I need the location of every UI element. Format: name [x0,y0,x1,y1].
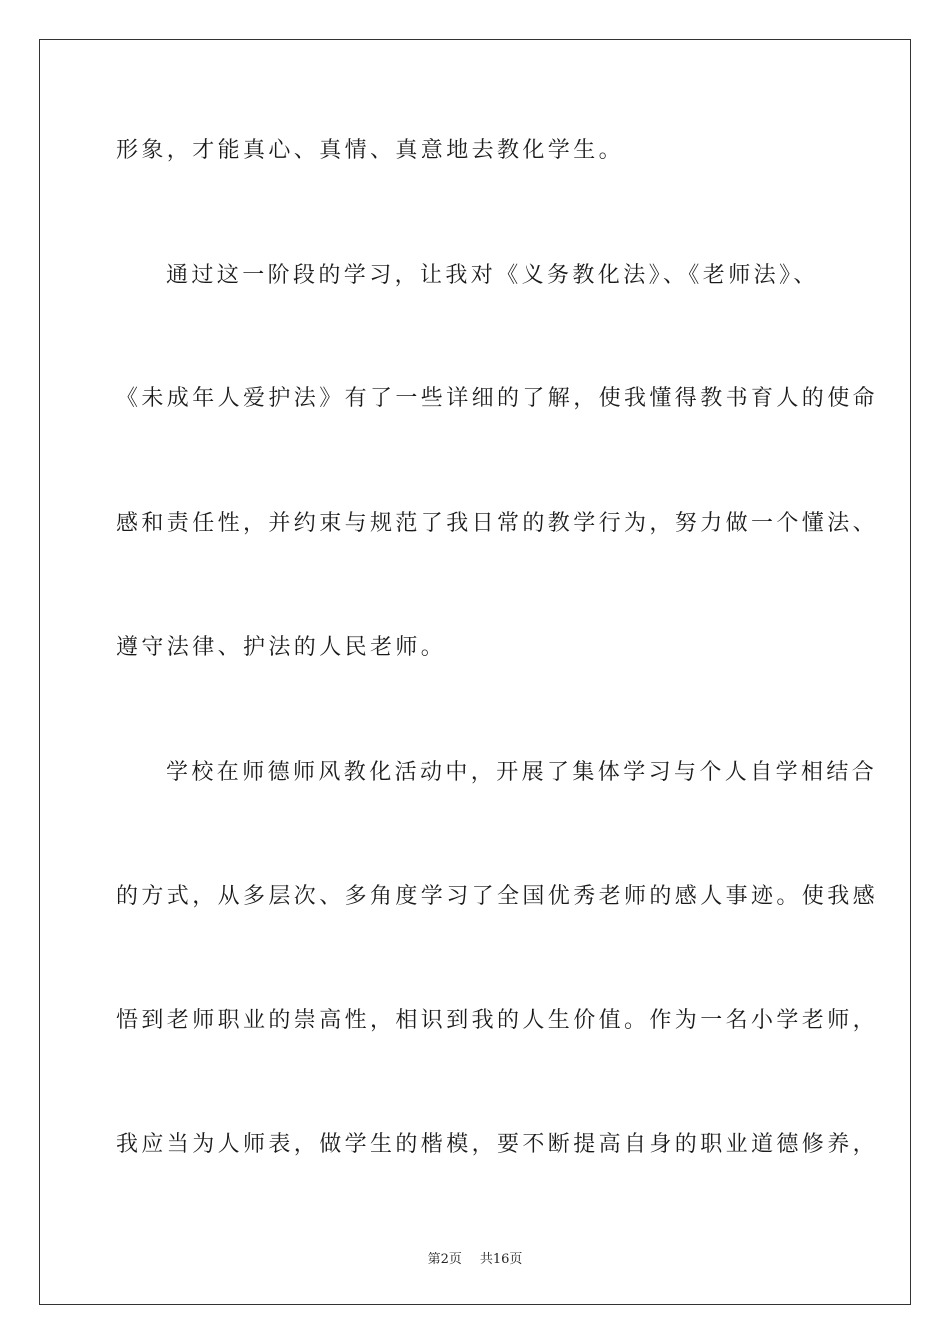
text-line: 悟到老师职业的崇高性，相识到我的人生价值。作为一名小学老师， [116,1008,879,1033]
paragraph-start-line: 学校在师德师风教化活动中，开展了集体学习与个人自学相结合 [166,760,878,785]
page-number: 第2页 [427,1252,462,1267]
page-footer [0,1248,950,1267]
text-line: 我应当为人师表，做学生的楷模，要不断提高自身的职业道德修养， [116,1132,879,1157]
text-line: 遵守法律、护法的人民老师。 [116,635,447,660]
text-line: 形象，才能真心、真情、真意地去教化学生。 [116,138,625,163]
text-line: 的方式，从多层次、多角度学习了全国优秀老师的感人事迹。使我感 [116,884,879,909]
text-line: 《未成年人爱护法》有了一些详细的了解，使我懂得教书育人的使命 [116,386,879,411]
text-line: 感和责任性，并约束与规范了我日常的教学行为，努力做一个懂法、 [116,511,879,536]
page-total: 共16页 [479,1252,523,1267]
paragraph-start-line: 通过这一阶段的学习，让我对《义务教化法》、《老师法》、 [166,263,819,288]
page-border [39,39,911,1305]
